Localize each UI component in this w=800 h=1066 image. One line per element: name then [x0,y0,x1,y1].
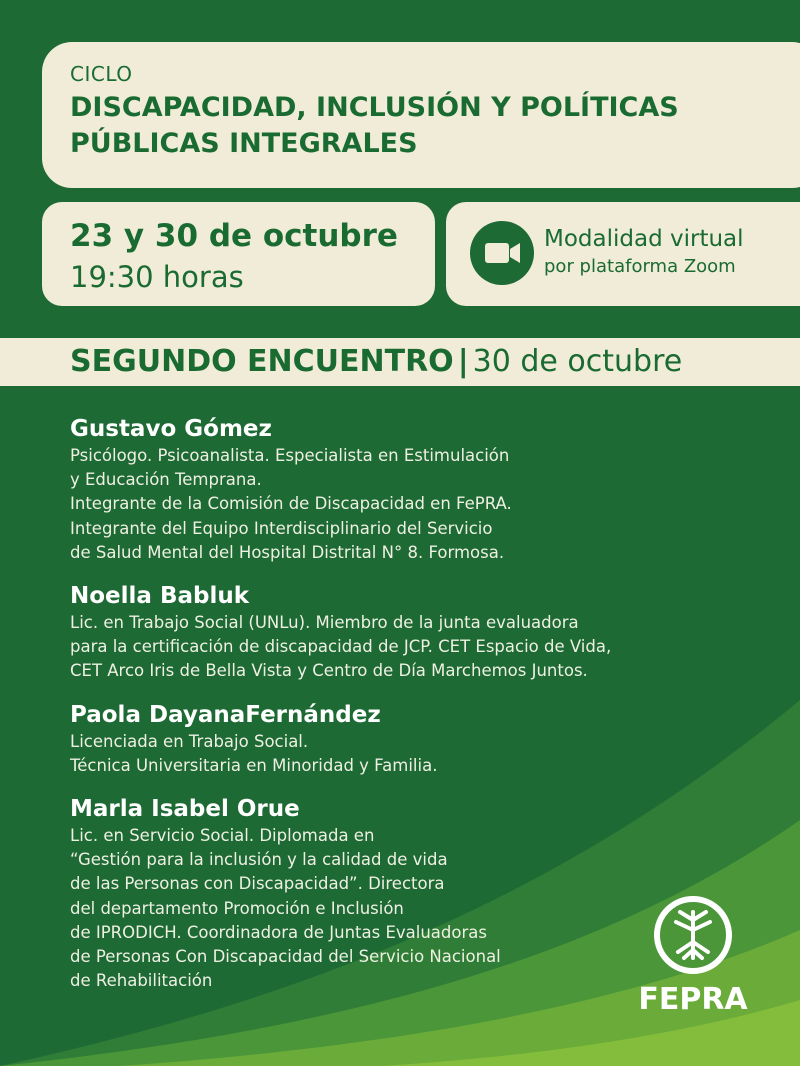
event-dates: 23 y 30 de octubre [70,218,398,254]
speaker-bio: Licenciada en Trabajo Social. Técnica Universitaria en Minoridad y Familia. [70,731,438,775]
fepra-logo [628,890,758,1020]
modality-panel [446,202,800,306]
session-date: 30 de octubre [472,344,683,379]
speaker-bio: Lic. en Servicio Social. Diplomada en “Gestión para la inclusión y la calidad de vida de las Personas con Discapacidad”. Directora del departamento Promoción e Inclusión de IPRODICH. Coordinadora de Juntas Evaluadoras de Personas Con Discapacidad del Servicio Nacional de Rehabilitación [70,826,501,991]
speaker-name: Gustavo Gómez [70,416,272,442]
session-separator: | [457,344,469,379]
speaker-bio: Psicólogo. Psicoanalista. Especialista en Estimulación y Educación Temprana. Integrante de la Comisión de Discapacidad en FePRA. Integrante del Equipo Interdisciplinario del Servicio de Salud Mental del Hospital Distrital N° 8. Formosa. [70,446,512,562]
speaker-item [70,414,690,565]
speaker-bio: Lic. en Trabajo Social (UNLu). Miembro de la junta evaluadora para la certificación de discapacidad de JCP. CET Espacio de Vida, CET Arco Iris de Bella Vista y Centro de Día Marchemos Juntos. [70,613,612,681]
modality-platform: por plataforma Zoom [544,256,736,277]
speaker-name: Paola DayanaFernández [70,701,381,728]
series-label: CICLO [70,62,133,86]
session-band [0,338,800,386]
speaker-item [70,700,690,778]
schedule-panel [42,202,435,306]
speaker-list [70,414,690,1009]
tree-emblem-icon [628,890,758,980]
modality-title: Modalidad virtual [544,226,744,252]
session-title: SEGUNDO ENCUENTRO [70,344,454,379]
speaker-name: Noella Babluk [70,583,250,610]
video-camera-icon [470,221,534,285]
logo-text: FEPRA [638,982,748,1017]
speaker-name: Marla Isabel Orue [70,796,300,823]
speaker-item [70,581,690,684]
series-title: DISCAPACIDAD, INCLUSIÓN Y POLÍTICAS PÚBLICAS INTEGRALES [70,92,679,159]
event-time: 19:30 horas [70,260,244,294]
speaker-item [70,794,690,993]
title-panel [42,42,800,188]
